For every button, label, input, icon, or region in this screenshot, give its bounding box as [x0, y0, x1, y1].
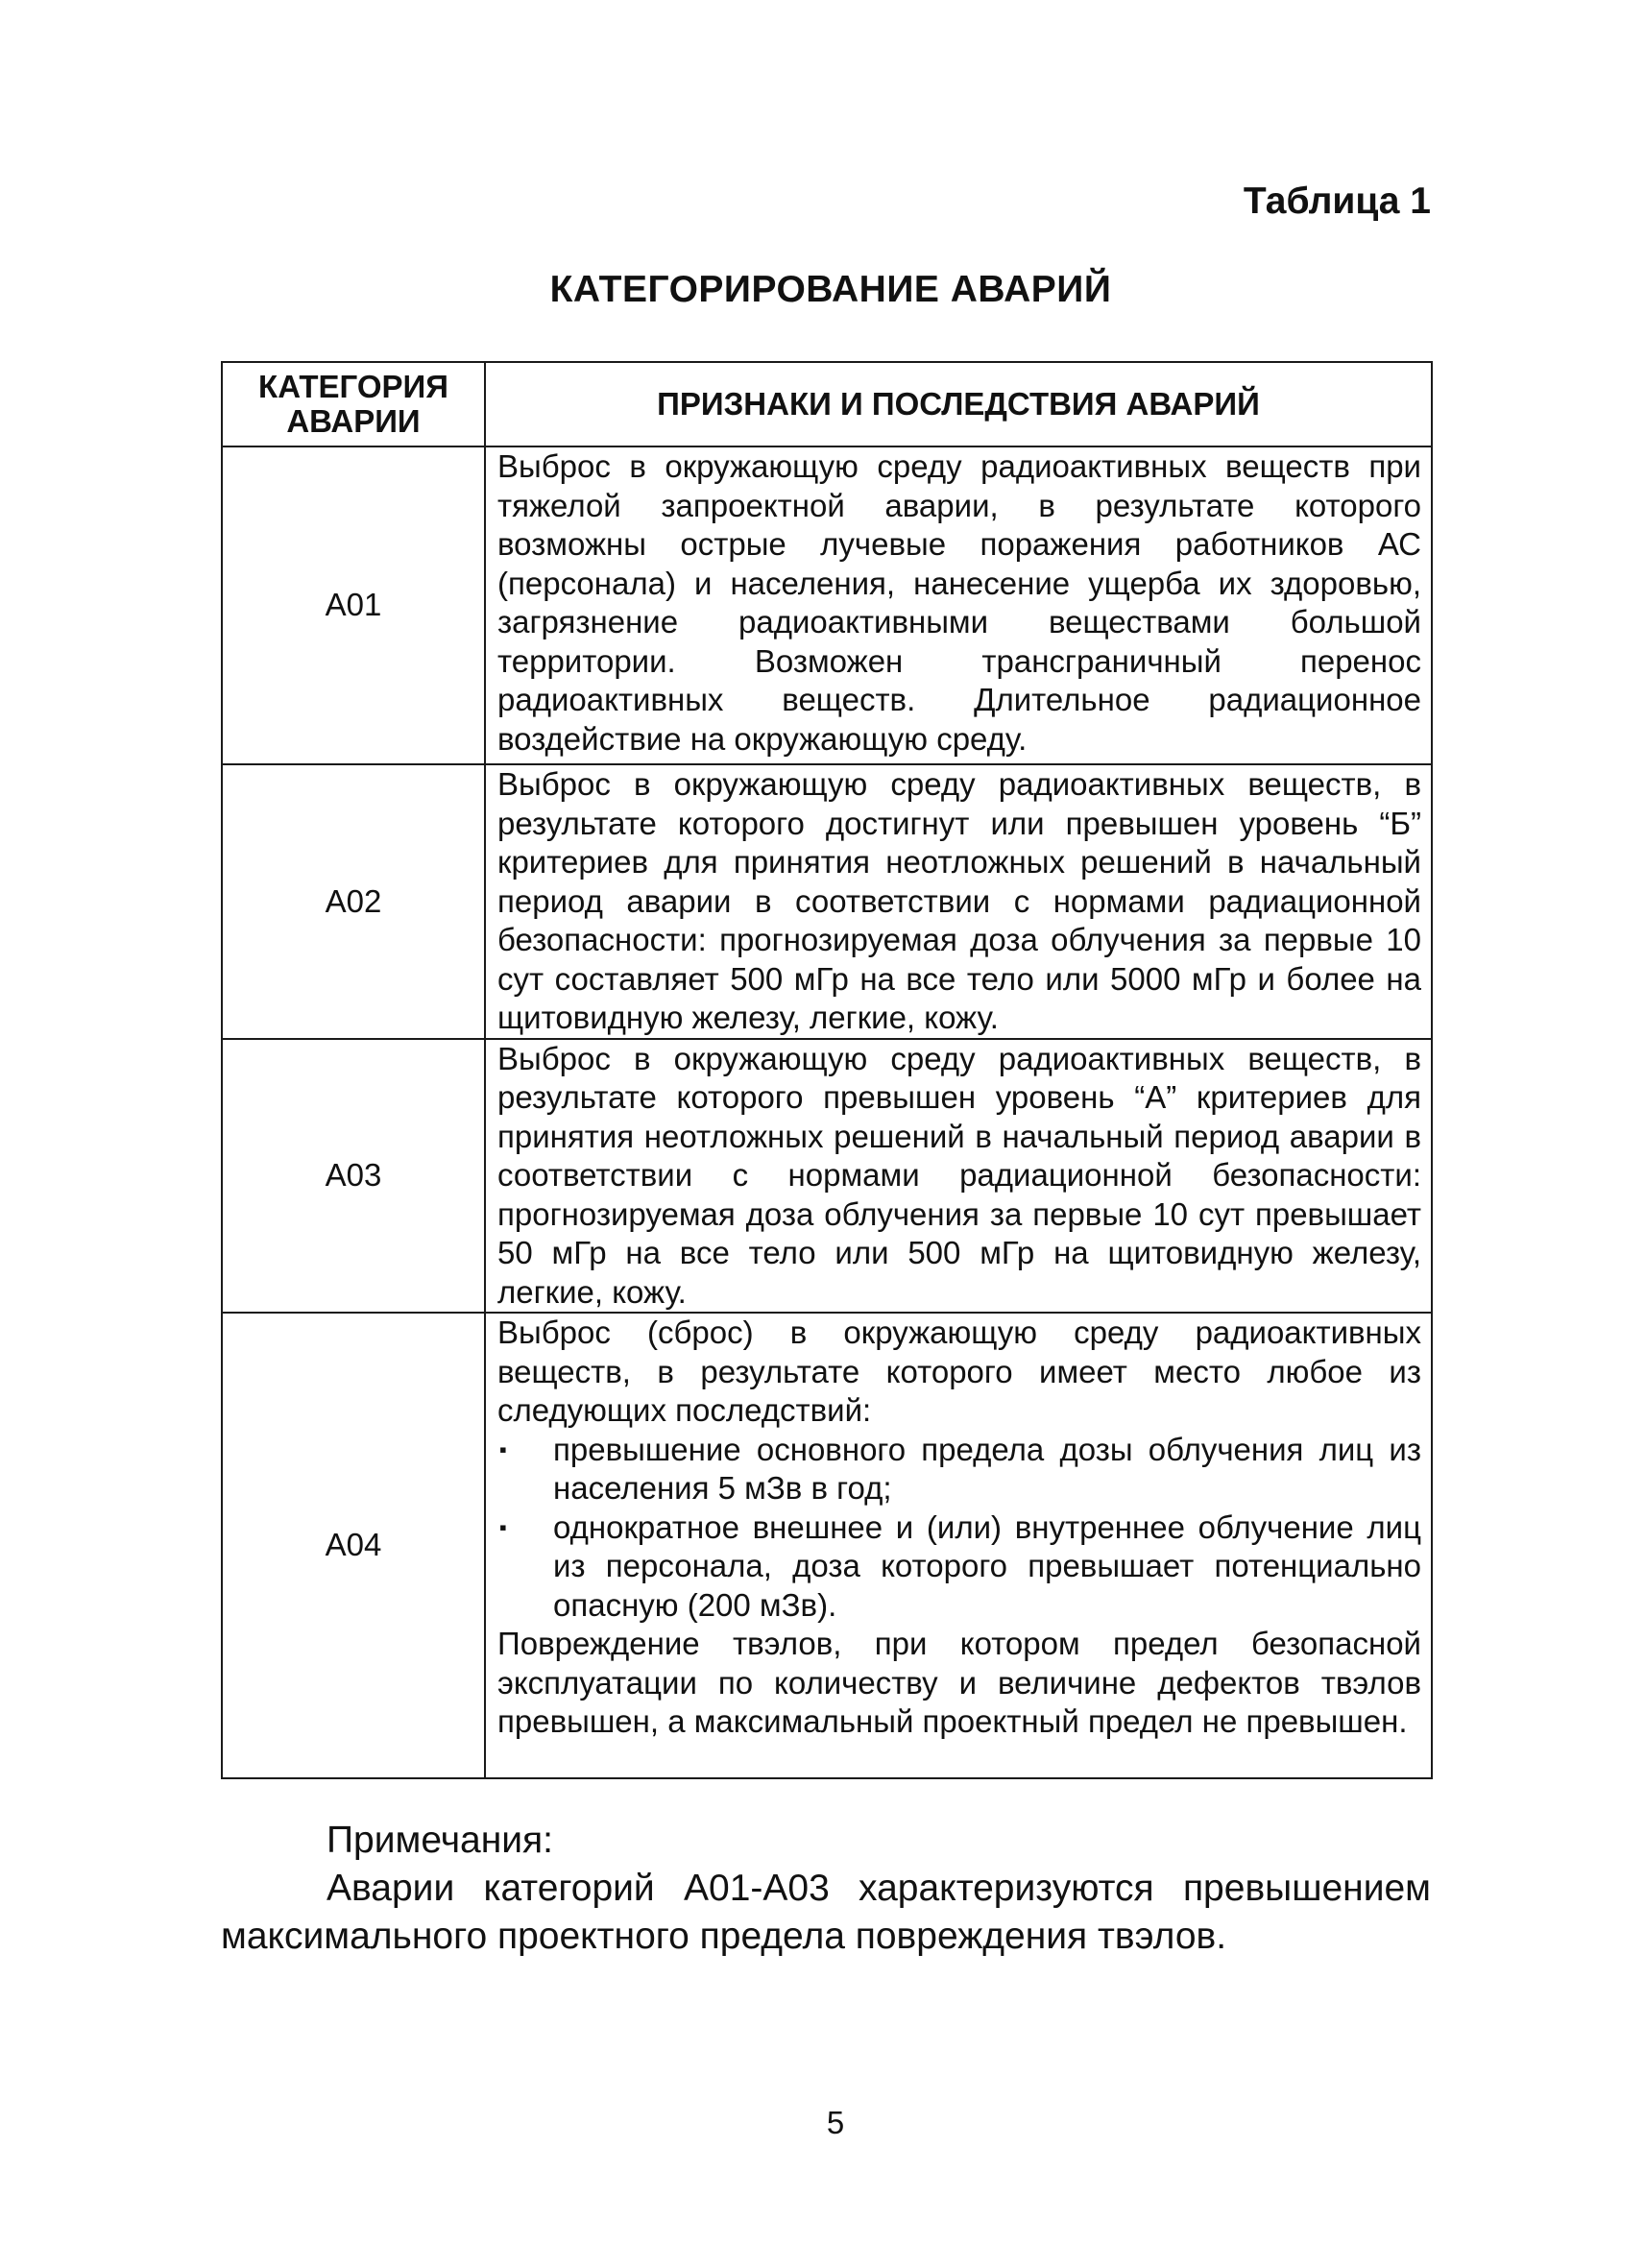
list-item	[497, 1508, 1421, 1626]
description-cell: Выброс в окружающую среду радиоактивных веществ при тяжелой запроектной аварии, в результате которого возможны острые лучевые поражения работников АС (персонала) и населения, нанесение ущерба их здоровью, загрязнение радиоактивными веществами большой территории. Возможен трансграничный перенос радиоактивных веществ. Длительное радиационное воздействие на окружающую среду.	[485, 446, 1432, 764]
description-intro: Выброс (сброс) в окружающую среду радиоактивных веществ, в результате которого имеет место любое из следующих последствий:	[497, 1315, 1421, 1428]
header-description: ПРИЗНАКИ И ПОСЛЕДСТВИЯ АВАРИЙ	[485, 362, 1432, 446]
description-outro: Повреждение твэлов, при котором предел безопасной эксплуатации по количеству и величине дефектов твэлов превышен, а максимальный проектный предел не превышен.	[497, 1626, 1421, 1739]
category-cell: А02	[222, 764, 485, 1039]
table-header-row	[222, 362, 1432, 446]
notes-text: Аварии категорий А01-А03 характеризуются превышением максимального проектного предела повреждения твэлов.	[221, 1868, 1431, 1957]
table-row	[222, 764, 1432, 1039]
list-item-text: однократное внешнее и (или) внутреннее облучение лиц из персонала, доза которого превышает потенциально опасную (200 мЗв).	[553, 1508, 1421, 1623]
table-label: Таблица 1	[1243, 181, 1431, 222]
list-item	[497, 1431, 1421, 1508]
table-row	[222, 1039, 1432, 1314]
square-bullet-icon: ▪	[499, 1514, 507, 1539]
document-title: КАТЕГОРИРОВАНИЕ АВАРИЙ	[549, 269, 1112, 310]
table-row	[222, 446, 1432, 764]
category-cell: А04	[222, 1313, 485, 1778]
description-cell	[485, 1313, 1432, 1778]
consequence-list	[497, 1431, 1421, 1626]
description-cell: Выброс в окружающую среду радиоактивных веществ, в результате которого превышен уровень “А” критериев для принятия неотложных решений в начальный период аварии в соответствии с нормами радиационной безопасности: прогнозируемая доза облучения за первые 10 сут превышает 50 мГр на все тело или 500 мГр на щитовидную железу, легкие, кожу.	[485, 1039, 1432, 1314]
category-cell: А03	[222, 1039, 485, 1314]
description-cell: Выброс в окружающую среду радиоактивных веществ, в результате которого достигнут или превышен уровень “Б” критериев для принятия неотложных решений в начальный период аварии в соответствии с нормами радиационной безопасности: прогнозируемая доза облучения за первые 10 сут составляет 500 мГр на все тело или 5000 мГр и более на щитовидную железу, легкие, кожу.	[485, 764, 1432, 1039]
header-category: КАТЕГОРИЯ АВАРИИ	[222, 362, 485, 446]
accident-category-table-container	[221, 361, 1431, 1779]
notes-heading: Примечания:	[327, 1820, 553, 1861]
square-bullet-icon: ▪	[499, 1436, 507, 1461]
category-cell: А01	[222, 446, 485, 764]
table-row	[222, 1313, 1432, 1778]
accident-category-table	[221, 361, 1433, 1779]
notes-section	[221, 1817, 1431, 1961]
page-number: 5	[826, 2105, 845, 2140]
list-item-text: превышение основного предела дозы облучения лиц из населения 5 мЗв в год;	[553, 1431, 1421, 1506]
